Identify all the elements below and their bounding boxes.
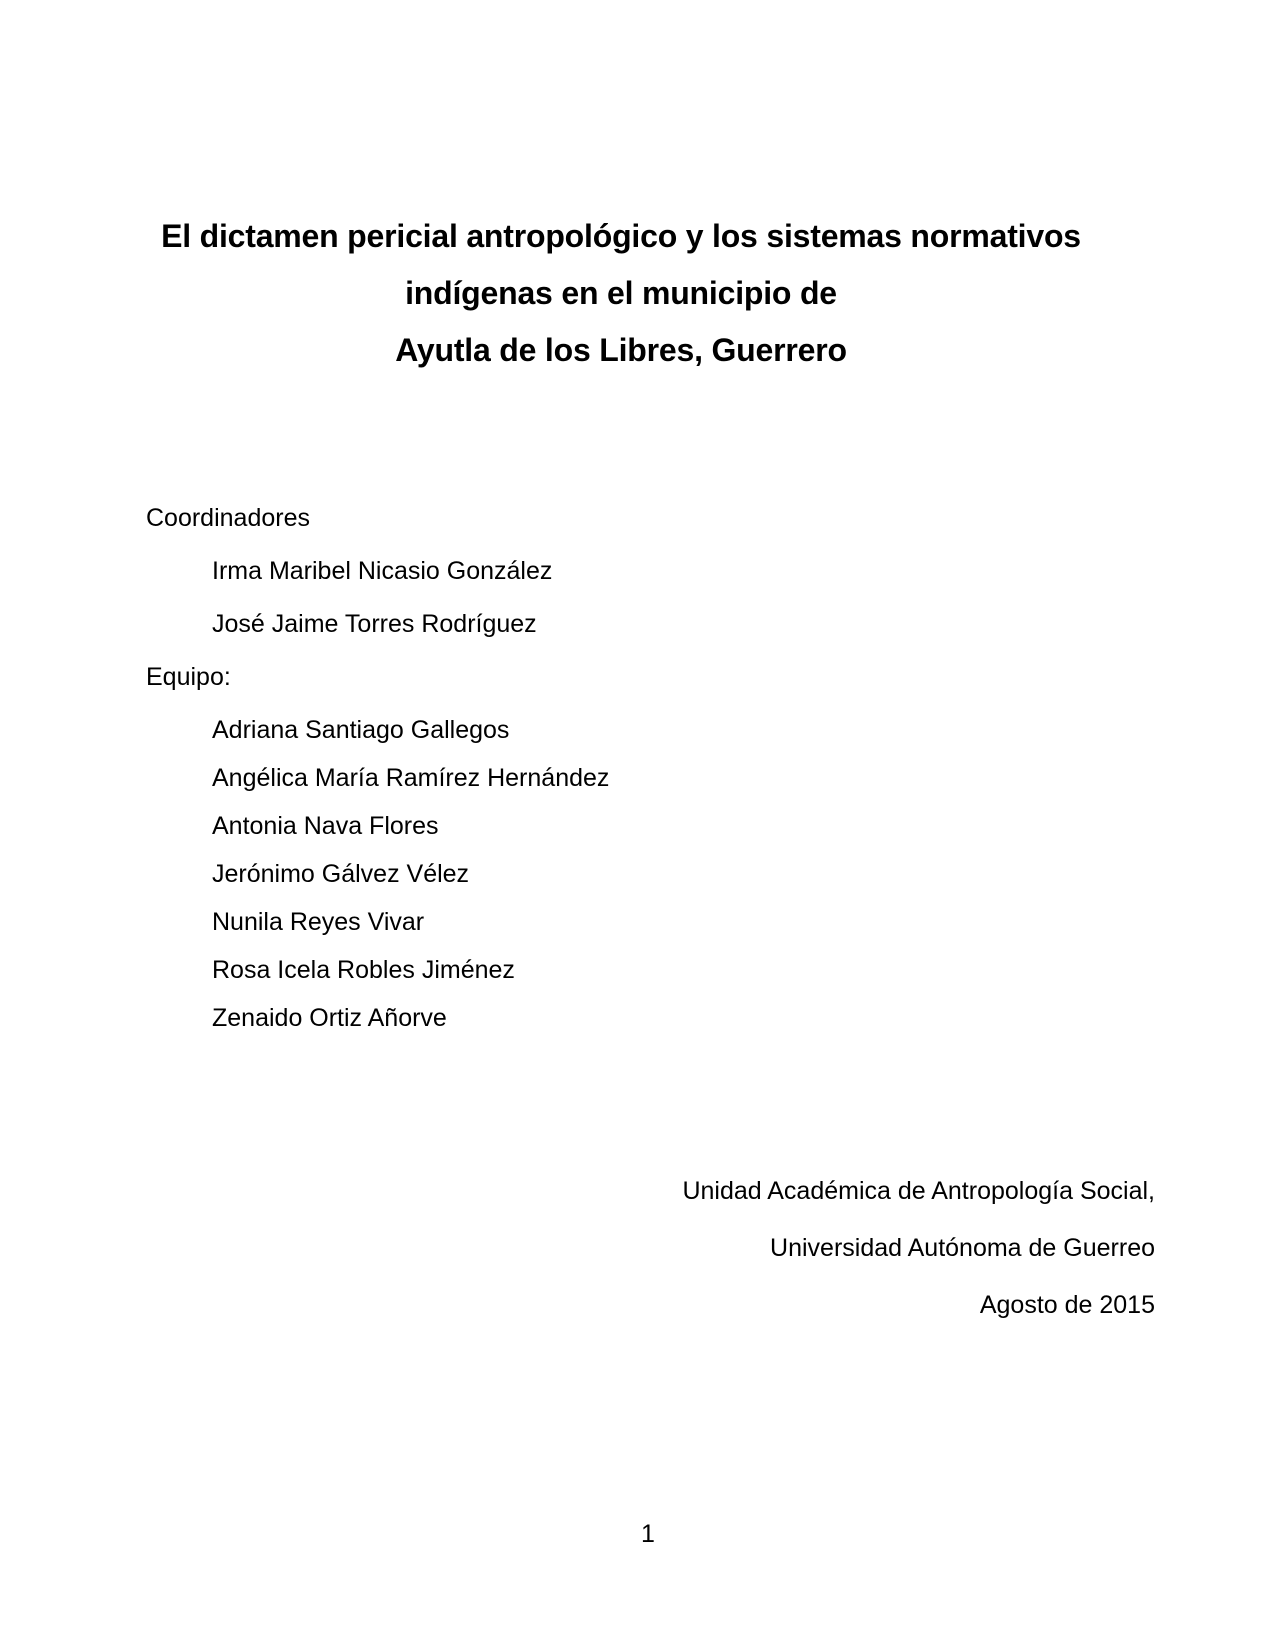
title-line-3: Ayutla de los Libres, Guerrero	[395, 332, 847, 368]
institution-block	[682, 1163, 1155, 1334]
coordinator-name: Irma Maribel Nicasio González	[212, 557, 553, 585]
title-line-1: El dictamen pericial antropológico y los sistemas normativos	[161, 218, 1081, 254]
team-member-name: Angélica María Ramírez Hernández	[212, 764, 610, 792]
institution-university: Universidad Autónoma de Guerreo	[770, 1234, 1155, 1262]
team-heading: Equipo:	[146, 663, 231, 691]
team-member-name: Zenaido Ortiz Añorve	[212, 1004, 447, 1032]
team-member-name: Antonia Nava Flores	[212, 812, 439, 840]
coordinators-heading: Coordinadores	[146, 504, 310, 532]
credits-list	[146, 494, 609, 1042]
title-line-2: indígenas en el municipio de	[405, 275, 837, 311]
team-member-name: Nunila Reyes Vivar	[212, 908, 425, 936]
institution-unit: Unidad Académica de Antropología Social,	[682, 1177, 1155, 1205]
document-title	[143, 208, 1099, 379]
publication-date: Agosto de 2015	[979, 1291, 1155, 1319]
team-member-name: Jerónimo Gálvez Vélez	[212, 860, 470, 888]
coordinator-name: José Jaime Torres Rodríguez	[212, 610, 537, 638]
team-member-name: Adriana Santiago Gallegos	[212, 716, 510, 744]
page-number: 1	[641, 1520, 655, 1548]
team-member-name: Rosa Icela Robles Jiménez	[212, 956, 515, 984]
